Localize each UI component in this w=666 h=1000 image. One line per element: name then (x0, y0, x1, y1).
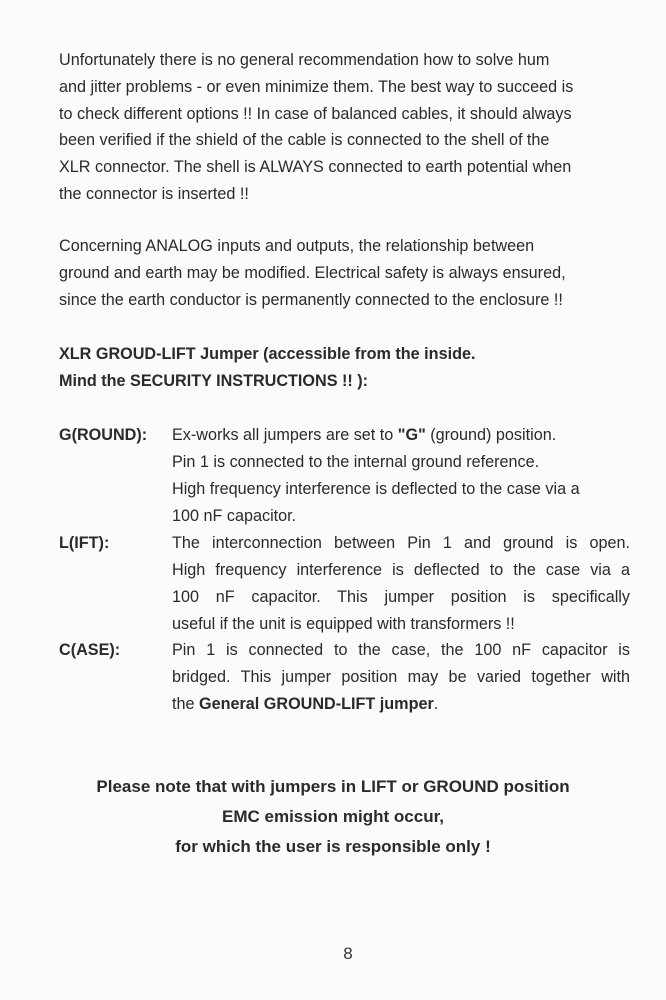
description-text: the (172, 695, 200, 713)
description-line: 100 nF capacitor. (172, 507, 297, 525)
notice-line: for which the user is responsible only ! (175, 837, 491, 856)
jumper-description-ground (172, 422, 630, 530)
notice-line: EMC emission might occur, (222, 807, 444, 826)
paragraph-line: XLR connector. The shell is ALWAYS connected to earth potential when (59, 158, 572, 177)
paragraph-line: ground and earth may be modified. Electrical safety is always ensured, (59, 263, 566, 282)
paragraph-line: the connector is inserted !! (59, 184, 249, 203)
heading-line: Mind the SECURITY INSTRUCTIONS !! ): (59, 371, 369, 390)
description-line: bridged. This jumper position may be varied together with (172, 668, 630, 686)
page-number: 8 (343, 944, 353, 963)
jumper-label-ground: G(ROUND): (59, 426, 148, 444)
description-line: Pin 1 is connected to the case, the 100 nF capacitor is (172, 641, 630, 659)
description-line (172, 691, 630, 718)
description-line: High frequency interference is deflected to the case via a (172, 480, 580, 498)
paragraph-line: since the earth conductor is permanently connected to the enclosure !! (59, 290, 563, 309)
description-text: (ground) position. (425, 426, 557, 444)
paragraph-line: Concerning ANALOG inputs and outputs, the relationship between (59, 237, 535, 255)
description-line: High frequency interference is deflected to the case via a (172, 561, 630, 579)
jumper-description-case (172, 637, 630, 718)
paragraph-line: to check different options !! In case of balanced cables, it should always (59, 104, 572, 123)
emc-notice (0, 772, 666, 862)
description-line: The interconnection between Pin 1 and ground is open. (172, 534, 630, 552)
description-text: Ex-works all jumpers are set to (172, 426, 398, 444)
notice-line: Please note that with jumpers in LIFT or GROUND position (96, 777, 570, 796)
paragraph-analog-ground (59, 233, 629, 313)
jumper-label-lift: L(IFT): (59, 534, 110, 552)
heading-line: XLR GROUD-LIFT Jumper (accessible from the inside. (59, 345, 476, 363)
description-line: Pin 1 is connected to the internal ground reference. (172, 453, 540, 471)
description-line: useful if the unit is equipped with transformers !! (172, 615, 515, 633)
section-heading-xlr-jumper (59, 341, 629, 395)
description-line: 100 nF capacitor. This jumper position is specifically (172, 588, 630, 606)
paragraph-line: Unfortunately there is no general recommendation how to solve hum (59, 51, 550, 69)
description-text: . (433, 695, 439, 713)
paragraph-line: been verified if the shield of the cable is connected to the shell of the (59, 131, 550, 150)
paragraph-hum-jitter (59, 47, 629, 208)
jumper-description-lift (172, 530, 630, 638)
description-bold-text: "G" (397, 426, 426, 444)
description-line (172, 422, 630, 449)
description-bold-text: General GROUND-LIFT jumper (199, 695, 434, 713)
jumper-label-case: C(ASE): (59, 641, 121, 659)
paragraph-line: and jitter problems - or even minimize them. The best way to succeed is (59, 77, 574, 96)
